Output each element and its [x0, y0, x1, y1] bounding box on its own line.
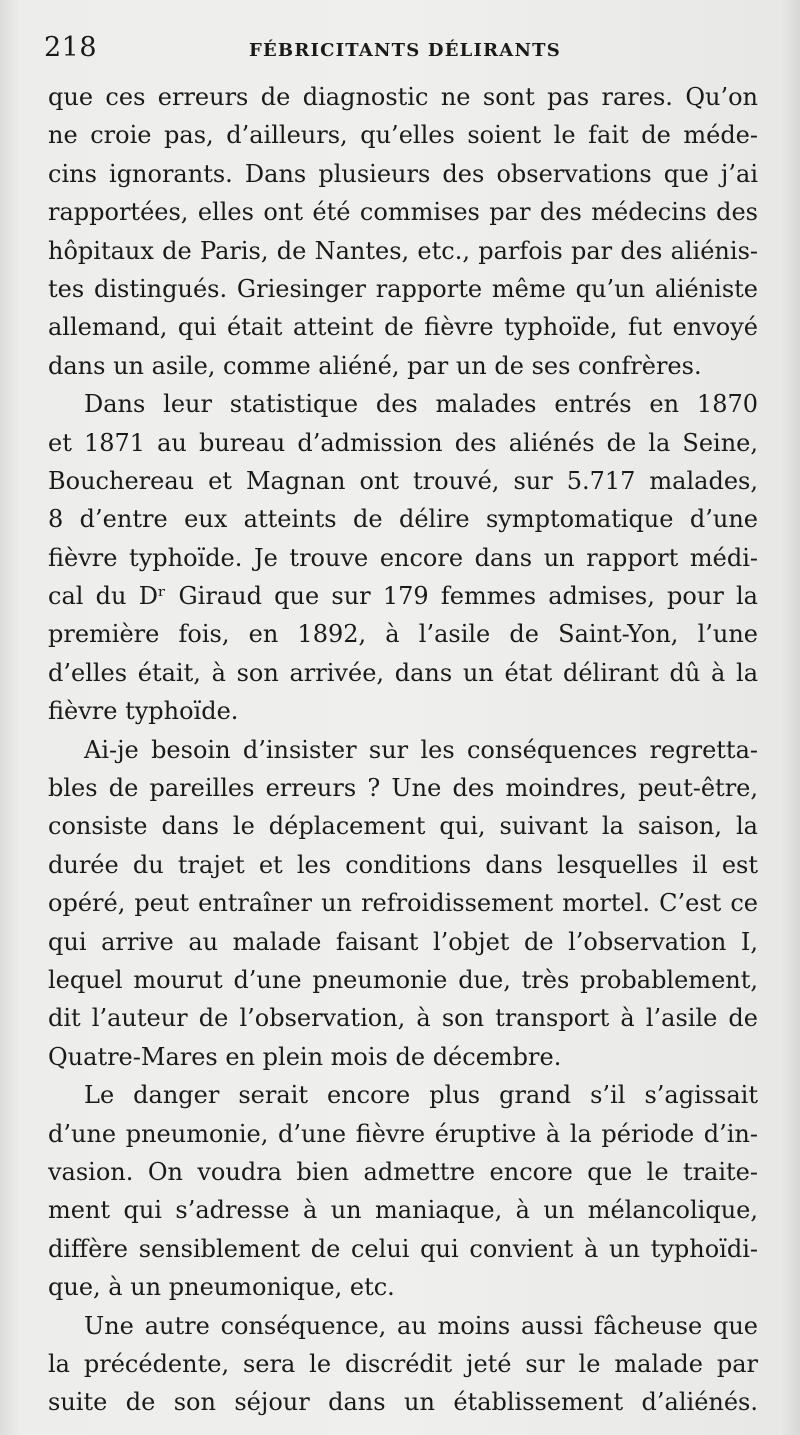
text-line: tes distingués. Griesinger rapporte même qu’un aliéniste: [48, 274, 758, 303]
text-line: que ces erreurs de diagnostic ne sont pas rares. Qu’on: [48, 83, 758, 111]
text-line: la précédente, sera le discrédit jeté sur le malade par: [48, 1349, 758, 1378]
text-line: Quatre-Mares en plein mois de décembre.: [48, 1042, 562, 1071]
text-line: 8 d’entre eux atteints de délire symptomatique d’une: [48, 505, 758, 534]
text-line: Bouchereau et Magnan ont trouvé, sur 5.717 malades,: [48, 466, 758, 495]
text-line: et 1871 au bureau d’admission des aliénés de la Seine,: [48, 428, 758, 457]
text-line: d’elles était, à son arrivée, dans un état délirant dû à la: [48, 658, 758, 687]
page-number: 218: [44, 32, 98, 63]
paragraph: [48, 385, 758, 731]
body-text: [48, 78, 758, 1422]
text-line: Dans leur statistique des malades entrés en 1870: [84, 390, 758, 419]
text-line: hôpitaux de Paris, de Nantes, etc., parfois par des aliénis-: [48, 236, 758, 265]
page-header: [44, 30, 756, 70]
text-line: cins ignorants. Dans plusieurs des observations que j’ai: [48, 159, 758, 188]
text-line: durée du trajet et les conditions dans lesquelles il est: [48, 850, 758, 879]
paragraph: [48, 731, 758, 1077]
text-line: bles de pareilles erreurs ? Une des moindres, peut-être,: [48, 774, 758, 803]
text-line: qui arrive au malade faisant l’objet de l’observation I,: [48, 927, 758, 956]
text-line: fièvre typhoïde.: [48, 697, 239, 726]
text-line: suite de son séjour dans un établissement d’aliénés.: [48, 1388, 758, 1417]
text-line: vasion. On voudra bien admettre encore que le traite-: [48, 1157, 758, 1186]
text-line: d’une pneumonie, d’une fièvre éruptive à la période d’in-: [48, 1119, 758, 1148]
text-line: Une autre conséquence, au moins aussi fâcheuse que: [84, 1311, 758, 1340]
text-line: allemand, qui était atteint de fièvre typhoïde, fut envoyé: [48, 313, 758, 342]
text-line: ne croie pas, d’ailleurs, qu’elles soient le fait de méde-: [48, 121, 758, 150]
text-line: consiste dans le déplacement qui, suivant la saison, la: [48, 812, 758, 841]
text-line: diffère sensiblement de celui qui convient à un typhoïdi-: [48, 1234, 758, 1263]
paragraph: [48, 78, 758, 385]
text-line: ment qui s’adresse à un maniaque, à un mélancolique,: [48, 1196, 758, 1225]
text-line: cal du Dʳ Giraud que sur 179 femmes admises, pour la: [48, 582, 758, 611]
text-line: opéré, peut entraîner un refroidissement mortel. C’est ce: [48, 889, 758, 918]
paragraph: [48, 1307, 758, 1422]
text-line: Ai-je besoin d’insister sur les conséquences regretta-: [84, 735, 758, 764]
text-line: Le danger serait encore plus grand s’il s’agissait: [84, 1081, 758, 1110]
paragraph: [48, 1076, 758, 1306]
text-line: dans un asile, comme aliéné, par un de ses confrères.: [48, 351, 702, 380]
text-line: que, à un pneumonique, etc.: [48, 1273, 395, 1302]
text-line: fièvre typhoïde. Je trouve encore dans un rapport médi-: [48, 543, 758, 572]
text-line: dit l’auteur de l’observation, à son transport à l’asile de: [48, 1004, 758, 1033]
text-line: lequel mourut d’une pneumonie due, très probablement,: [48, 965, 758, 994]
text-line: première fois, en 1892, à l’asile de Saint-Yon, l’une: [48, 620, 758, 649]
running-head: FÉBRICITANTS DÉLIRANTS: [249, 40, 561, 61]
text-line: rapportées, elles ont été commises par des médecins des: [48, 198, 758, 227]
